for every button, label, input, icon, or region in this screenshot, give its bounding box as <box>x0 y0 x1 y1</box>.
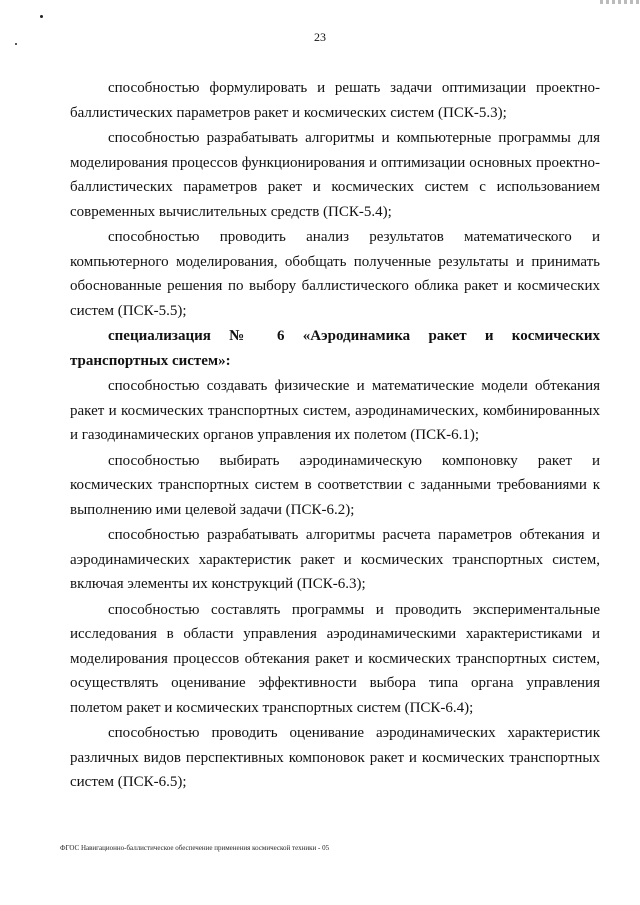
scan-speck <box>40 15 43 18</box>
paragraph-psk-5-5: способностью проводить анализ результатов математического и компьютерного моделирования, обобщать полученные результаты и принимать обоснованные решения по выбору баллистического облика ракет и космических систем (ПСК-5.5); <box>70 229 600 319</box>
paragraph-psk-6-4: способностью составлять программы и проводить экспериментальные исследования в области управления аэродинамическими характеристиками и моделирования процессов обтекания ракет и космических транспортных систем, осуществлять оценивание эффективности выбора типа органа управления полетом ракет и космических транспортных систем (ПСК-6.4); <box>70 601 600 716</box>
page-footer: ФГОС Навигационно-баллистическое обеспечение применения космической техники - 05 <box>60 844 330 852</box>
paragraph-psk-5-4: способностью разрабатывать алгоритмы и компьютерные программы для моделирования процессов функционирования и оптимизации основных проектно-баллистических параметров ракет и космических систем с использованием современных вычислительных средств (ПСК-5.4); <box>70 130 600 220</box>
specialization-heading: специализация № 6 «Аэродинамика ракет и космических транспортных систем»: <box>70 328 600 369</box>
paragraph-psk-6-5: способностью проводить оценивание аэродинамических характеристик различных видов перспективных компоновок ракет и космических транспортных систем (ПСК-6.5); <box>70 725 600 790</box>
paragraph-psk-6-1: способностью создавать физические и математические модели обтекания ракет и космических транспортных систем, аэродинамических, комбинированных и газодинамических органов управления их полетом (ПСК-6.1); <box>70 378 600 443</box>
scan-edge <box>600 0 640 4</box>
paragraph-psk-6-3: способностью разрабатывать алгоритмы расчета параметров обтекания и аэродинамических характеристик ракет и космических транспортных систем, включая элементы их конструкций (ПСК-6.3); <box>70 527 600 592</box>
document-body <box>70 76 600 796</box>
paragraph-psk-6-2: способностью выбирать аэродинамическую компоновку ракет и космических транспортных систем в соответствии с заданными требованиями к выполнению ими целевой задачи (ПСК-6.2); <box>70 452 600 518</box>
page-number: 23 <box>314 30 326 44</box>
paragraph-psk-5-3: способностью формулировать и решать задачи оптимизации проектно-баллистических параметров ракет и космических систем (ПСК-5.3); <box>70 80 600 121</box>
